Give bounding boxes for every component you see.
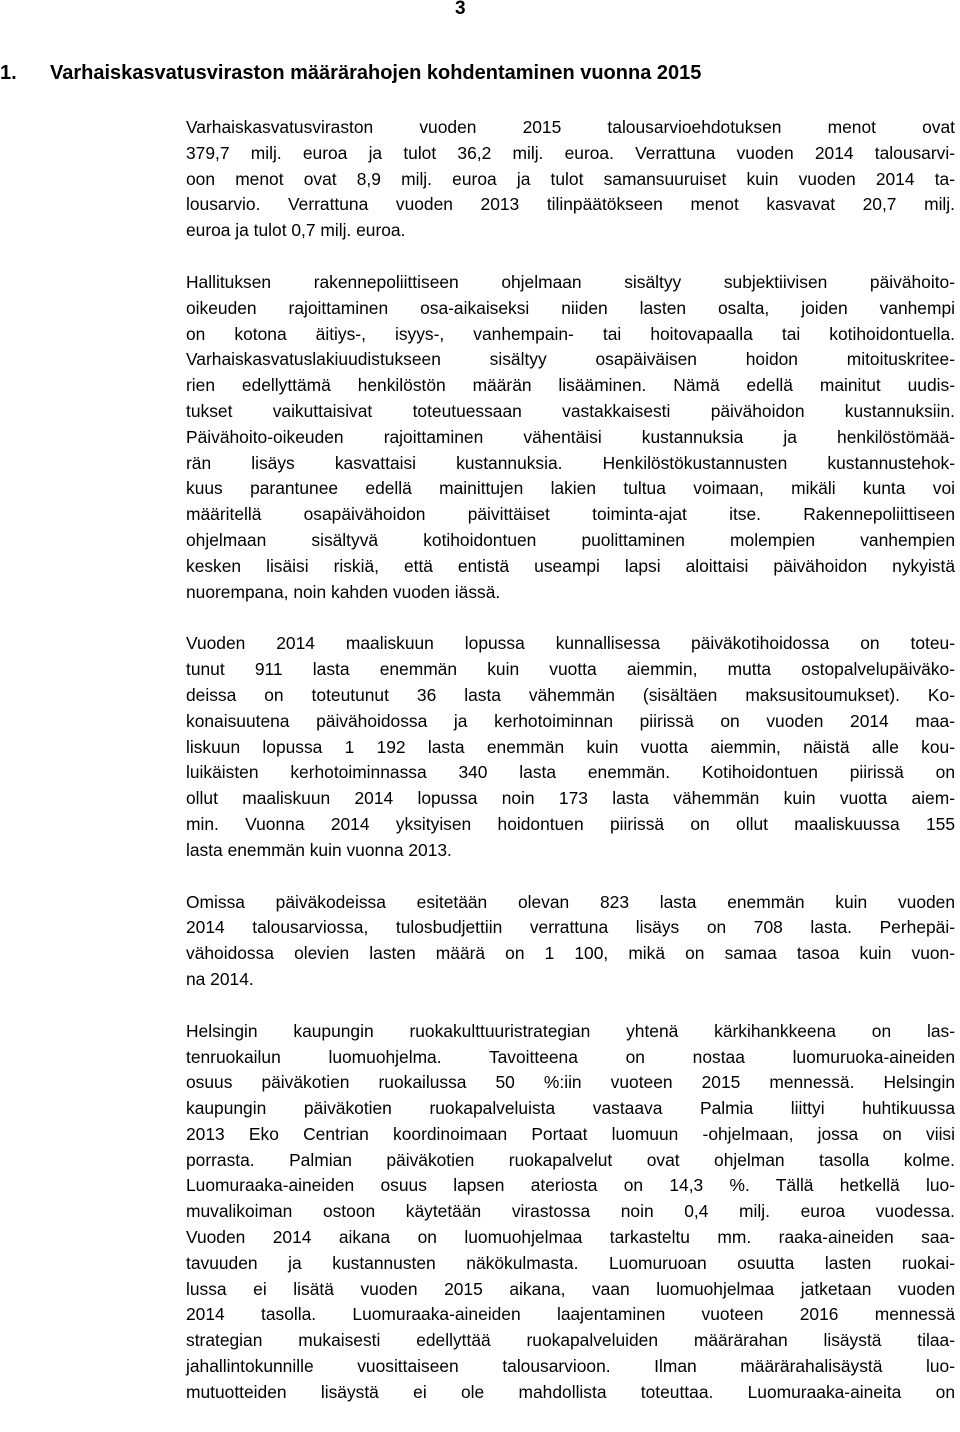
text-line: rän lisäys kasvattaisi kustannuksia. Henkilöstökustannusten kustannustehok- [186, 452, 955, 473]
text-line: liskuun lopussa 1 192 lasta enemmän kuin vuotta aiemmin, näistä alle kou- [186, 736, 955, 757]
text-line: 2014 tasolla. Luomuraaka-aineiden laajentaminen vuoteen 2016 mennessä [186, 1304, 955, 1325]
paragraph [186, 1019, 955, 1406]
text-line: na 2014. [186, 968, 254, 989]
text-line: muvalikoiman ostoon käytetään virastossa noin 0,4 milj. euroa vuodessa. [186, 1201, 955, 1222]
paragraph [186, 631, 955, 863]
text-line: Päivähoito-oikeuden rajoittaminen vähentäisi kustannuksia ja henkilöstömää- [186, 426, 955, 447]
text-line: strategian mukaisesti edellyttää ruokapalveluiden määrärahan lisäystä tilaa- [186, 1330, 955, 1351]
text-line: euroa ja tulot 0,7 milj. euroa. [186, 220, 406, 241]
text-line: min. Vuonna 2014 yksityisen hoidontuen piirissä on ollut maaliskuussa 155 [186, 813, 955, 834]
text-line: 379,7 milj. euroa ja tulot 36,2 milj. euroa. Verrattuna vuoden 2014 talousarvi- [186, 142, 955, 163]
text-line: on kotona äitiys-, isyys-, vanhempain- tai hoitovapaalla tai kotihoidontuella. [186, 323, 955, 344]
section-heading [0, 62, 701, 85]
text-line: Varhaiskasvatusviraston vuoden 2015 talousarvioehdotuksen menot ovat [186, 117, 955, 137]
text-line: tenruokailun luomuohjelma. Tavoitteena on nostaa luomuruoka-aineiden [186, 1046, 955, 1067]
text-line: luikäisten kerhotoiminnassa 340 lasta enemmän. Kotihoidontuen piirissä on [186, 762, 955, 783]
text-line: rien edellyttämä henkilöstön määrän lisääminen. Nämä edellä mainitut uudis- [186, 375, 955, 396]
text-line: osuus päiväkotien ruokailussa 50 %:iin vuoteen 2015 mennessä. Helsingin [186, 1072, 955, 1093]
text-line: lasta enemmän kuin vuonna 2013. [186, 839, 452, 860]
text-line: kuus parantunee edellä mainittujen lakien tultua voimaan, mikäli kunta voi [186, 478, 955, 499]
text-line: lousarvio. Verrattuna vuoden 2013 tilinpäätökseen menot kasvavat 20,7 milj. [186, 194, 955, 215]
text-line: Vuoden 2014 aikana on luomuohjelmaa tarkasteltu mm. raaka-aineiden saa- [186, 1227, 955, 1248]
text-line: vähoidossa olevien lasten määrä on 1 100, mikä on samaa tasoa kuin vuon- [186, 943, 955, 964]
text-line: Varhaiskasvatuslakiuudistukseen sisältyy osapäiväisen hoidon mitoituskritee- [186, 349, 955, 370]
section-title: Varhaiskasvatusviraston määrärahojen kohdentaminen vuonna 2015 [50, 62, 702, 84]
text-line: Luomuraaka-aineiden osuus lapsen ateriosta on 14,3 %. Tällä hetkellä luo- [186, 1175, 955, 1196]
text-line: kaupungin päiväkotien ruokapalveluista vastaava Palmia liittyi huhtikuussa [186, 1098, 955, 1119]
paragraph [186, 890, 955, 993]
text-line: tavuuden ja kustannusten näkökulmasta. Luomuruoan osuutta lasten ruokai- [186, 1252, 955, 1273]
text-line: mutuotteiden lisäystä ei ole mahdollista toteuttaa. Luomuraaka-aineita on [186, 1381, 955, 1402]
text-line: lussa ei lisätä vuoden 2015 aikana, vaan luomuohjelmaa jatketaan vuoden [186, 1278, 955, 1299]
text-line: tukset vaikuttaisivat toteutuessaan vastakkaisesti päivähoidon kustannuksiin. [186, 400, 955, 421]
text-line: jahallintokunnille vuosittaiseen talousarvioon. Ilman määrärahalisäystä luo- [186, 1356, 955, 1377]
text-line: porrasta. Palmian päiväkotien ruokapalvelut ovat ohjelman tasolla kolme. [186, 1149, 955, 1170]
paragraph [186, 270, 955, 605]
body-text [186, 115, 955, 1432]
text-line: konaisuutena päivähoidossa ja kerhotoiminnan piirissä on vuoden 2014 maa- [186, 710, 955, 731]
text-line: oikeuden rajoittaminen osa-aikaiseksi niiden lasten osalta, joiden vanhempi [186, 297, 955, 318]
text-line: Helsingin kaupungin ruokakulttuuristrategian yhtenä kärkihankkeena on las- [186, 1020, 955, 1041]
text-line: deissa on toteutunut 36 lasta vähemmän (sisältäen maksusitoumukset). Ko- [186, 684, 955, 705]
text-line: ollut maaliskuun 2014 lopussa noin 173 lasta vähemmän kuin vuotta aiem- [186, 788, 955, 809]
text-line: Hallituksen rakennepoliittiseen ohjelmaan sisältyy subjektiivisen päivähoito- [186, 271, 955, 292]
text-line: tunut 911 lasta enemmän kuin vuotta aiemmin, mutta ostopalvelupäiväko- [186, 659, 955, 680]
paragraph [186, 115, 955, 244]
text-line: 2014 talousarviossa, tulosbudjettiin verrattuna lisäys on 708 lasta. Perhepäi- [186, 917, 955, 938]
text-line: ohjelmaan sisältyvä kotihoidontuen puolittaminen molempien vanhempien [186, 529, 955, 550]
text-line: 2013 Eko Centrian koordinoimaan Portaat luomuun -ohjelmaan, jossa on viisi [186, 1123, 955, 1144]
page-number: 3 [455, 0, 466, 19]
text-line: määritellä osapäivähoidon päivittäiset toiminta-ajat itse. Rakennepoliittiseen [186, 504, 955, 525]
text-line: kesken lisäisi riskiä, että entistä useampi lapsi aloittaisi päivähoidon nykyistä [186, 555, 955, 576]
text-line: Omissa päiväkodeissa esitetään olevan 823 lasta enemmän kuin vuoden [186, 891, 955, 912]
text-line: oon menot ovat 8,9 milj. euroa ja tulot samansuuruiset kuin vuoden 2014 ta- [186, 168, 955, 189]
text-line: nuorempana, noin kahden vuoden iässä. [186, 581, 501, 602]
section-number: 1. [0, 62, 17, 84]
text-line: Vuoden 2014 maaliskuun lopussa kunnallisessa päiväkotihoidossa on toteu- [186, 633, 955, 654]
